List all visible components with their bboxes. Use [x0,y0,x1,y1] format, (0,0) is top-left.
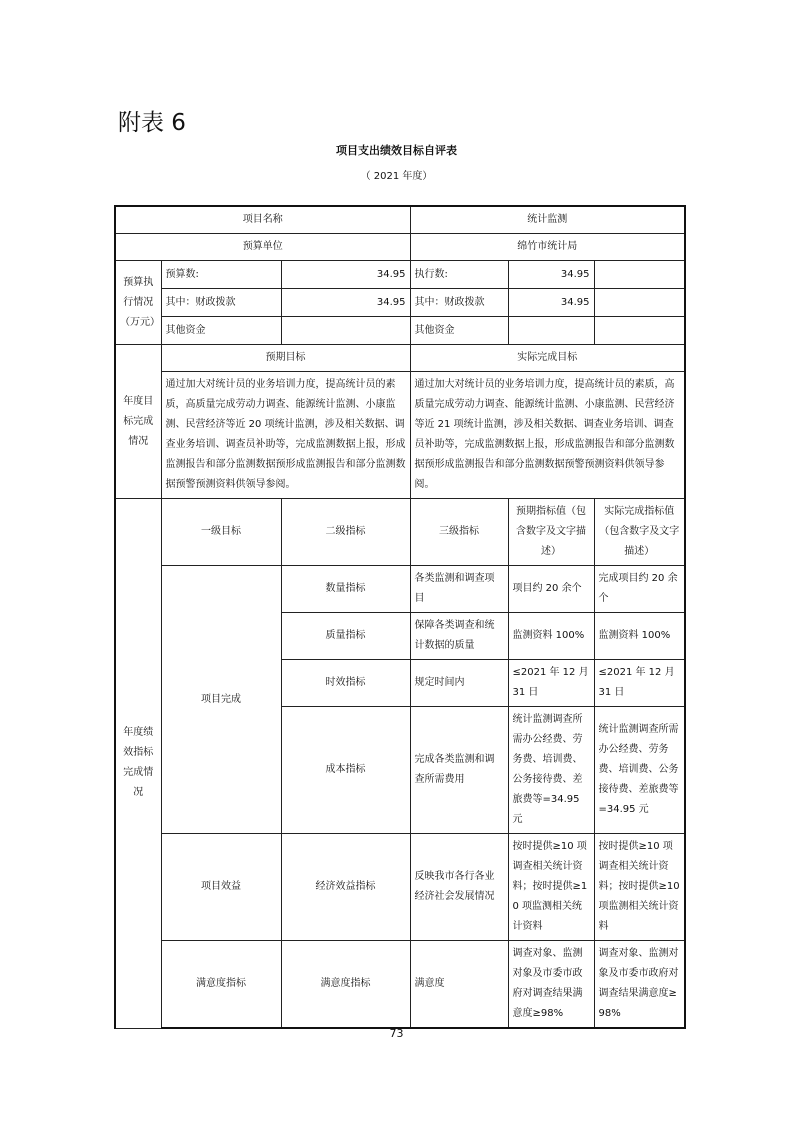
goals-header-row [115,345,685,372]
level2-cell: 满意度指标 [281,941,410,1029]
project-name-row [115,206,685,234]
level3-header: 三级指标 [410,499,508,566]
budget-unit-row [115,234,685,261]
group-satisfaction: 满意度指标 [161,941,281,1029]
actual-cell: 监测资料 100% [594,613,685,660]
level3-cell: 保障各类调查和统计数据的质量 [410,613,508,660]
budget-amount-value: 34.95 [281,261,410,289]
level2-cell: 成本指标 [281,707,410,834]
execution-amount-blank [594,261,685,289]
budget-execution-label: 预算执行情况（万元） [115,261,161,345]
actual-value-header: 实际完成指标值（包含数字及文字描述） [594,499,685,566]
level2-header: 二级指标 [281,499,410,566]
level1-header: 一级目标 [161,499,281,566]
table-row [115,566,685,613]
self-evaluation-form [114,205,684,1029]
document-title: 项目支出绩效目标自评表 [336,144,457,157]
group-project-benefit: 项目效益 [161,834,281,941]
expected-cell: 项目约 20 余个 [508,566,594,613]
budget-unit-label: 预算单位 [115,234,410,261]
other-exec-value [508,317,594,345]
expected-value-header: 预期指标值（包含数字及文字描述） [508,499,594,566]
actual-goal-header: 实际完成目标 [410,345,685,372]
fiscal-budget-value: 34.95 [281,289,410,317]
other-exec-blank [594,317,685,345]
level3-cell: 完成各类监测和调查所需费用 [410,707,508,834]
execution-amount-value: 34.95 [508,261,594,289]
goals-text-row [115,372,685,499]
table-row [115,941,685,1029]
fiscal-exec-value: 34.95 [508,289,594,317]
project-name-value: 统计监测 [410,206,685,234]
actual-cell: 调查对象、监测对象及市委市政府对调查结果满意度≥98% [594,941,685,1029]
fiscal-exec-label: 其中：财政拨款 [410,289,508,317]
level2-cell: 质量指标 [281,613,410,660]
level2-cell: 经济效益指标 [281,834,410,941]
fiscal-exec-blank [594,289,685,317]
indicators-section-label: 年度绩效指标完成情况 [115,499,161,1029]
other-funds-row [115,317,685,345]
level3-cell: 反映我市各行各业经济社会发展情况 [410,834,508,941]
budget-amount-label: 预算数: [161,261,281,289]
actual-goal-text: 通过加大对统计员的业务培训力度，提高统计员的素质，高质量完成劳动力调查、能源统计监测、小康监测、民营经济等近 21 项统计监测，涉及相关数据、调查业务培训、调查员补助等，完成监测数据上报，形成监测报告和部分监测数据预形成监测报告和部分监测数据预警预测资料供领导参阅。 [410,372,685,499]
budget-total-row [115,261,685,289]
indicator-header-row [115,499,685,566]
project-name-label: 项目名称 [115,206,410,234]
annual-goals-label: 年度目标完成情况 [115,345,161,499]
expected-cell: ≤2021 年 12 月 31 日 [508,660,594,707]
fiscal-budget-label: 其中：财政拨款 [161,289,281,317]
level3-cell: 规定时间内 [410,660,508,707]
other-funds-label: 其他资金 [161,317,281,345]
document-year: （ 2021 年度） [360,171,433,182]
group-project-completion: 项目完成 [161,566,281,834]
level3-cell: 各类监测和调查项目 [410,566,508,613]
expected-goal-header: 预期目标 [161,345,410,372]
page-number: 73 [389,1027,404,1040]
evaluation-table [114,205,686,1029]
expected-goal-text: 通过加大对统计员的业务培训力度，提高统计员的素质，高质量完成劳动力调查、能源统计监测、小康监测、民营经济等近 20 项统计监测，涉及相关数据、调查业务培训、调查员补助等，完成监测数据上报，形成监测报告和部分监测数据预形成监测报告和部分监测数据预警预测资料供领导参阅。 [161,372,410,499]
table-row [115,834,685,941]
level2-cell: 时效指标 [281,660,410,707]
expected-cell: 统计监测调查所需办公经费、劳务费、培训费、公务接待费、差旅费等=34.95 元 [508,707,594,834]
level3-cell: 满意度 [410,941,508,1029]
other-exec-label: 其他资金 [410,317,508,345]
actual-cell: ≤2021 年 12 月 31 日 [594,660,685,707]
budget-unit-value: 绵竹市统计局 [410,234,685,261]
execution-amount-label: 执行数: [410,261,508,289]
level2-cell: 数量指标 [281,566,410,613]
actual-cell: 统计监测调查所需办公经费、劳务费、培训费、公务接待费、差旅费等=34.95 元 [594,707,685,834]
actual-cell: 完成项目约 20 余个 [594,566,685,613]
fiscal-allocation-row [115,289,685,317]
expected-cell: 按时提供≥10 项调查相关统计资料；按时提供≥10 项监测相关统计资料 [508,834,594,941]
actual-cell: 按时提供≥10 项调查相关统计资料；按时提供≥10 项监测相关统计资料 [594,834,685,941]
expected-cell: 调查对象、监测对象及市委市政府对调查结果满意度≥98% [508,941,594,1029]
other-funds-value [281,317,410,345]
attachment-label: 附表 6 [118,110,186,136]
expected-cell: 监测资料 100% [508,613,594,660]
